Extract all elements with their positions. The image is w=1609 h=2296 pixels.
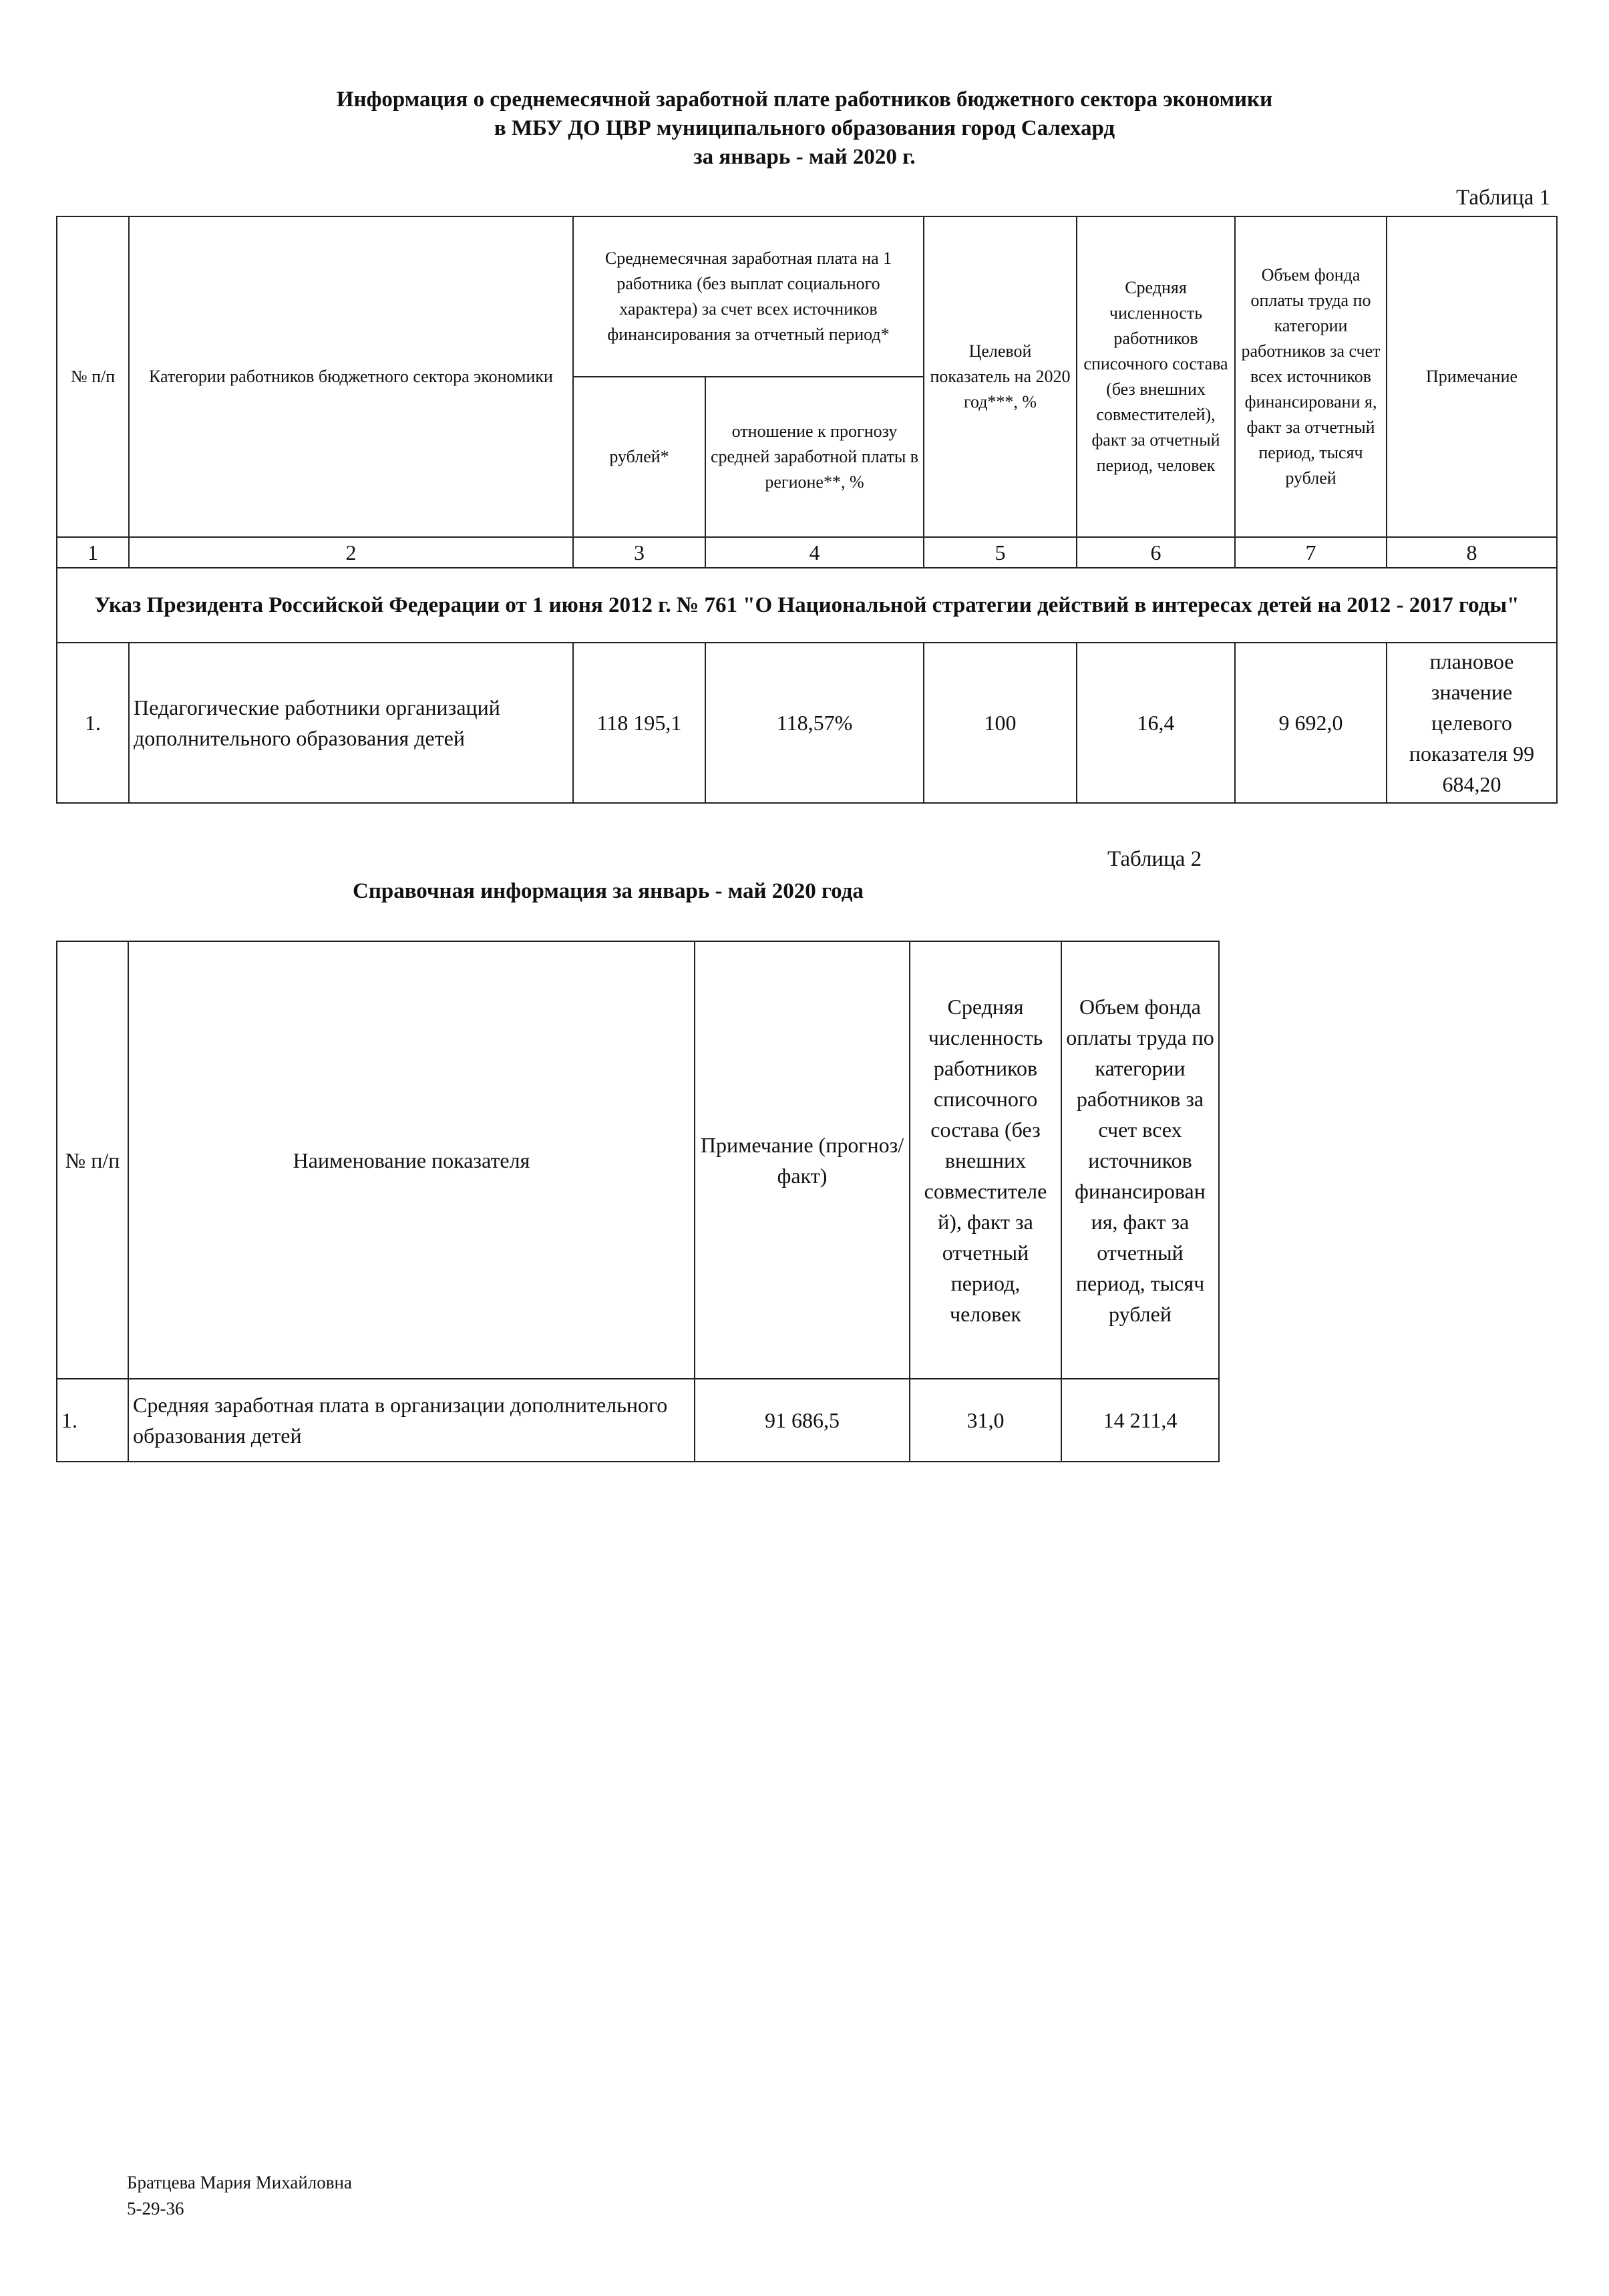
table1-label: Таблица 1	[1456, 186, 1551, 210]
t2-row-fund: 14 211,4	[1061, 1379, 1219, 1462]
footer-phone: 5-29-36	[127, 2198, 184, 2219]
t1-row-headcount: 16,4	[1077, 643, 1235, 803]
t1-colnum: 7	[1235, 537, 1387, 568]
footer-name: Братцева Мария Михайловна	[127, 2172, 352, 2192]
t1-header-target: Целевой показатель на 2020 год***, %	[924, 216, 1077, 537]
t1-row-fund: 9 692,0	[1235, 643, 1387, 803]
t1-row-target: 100	[924, 643, 1077, 803]
title-line-2: в МБУ ДО ЦВР муниципального образования город Салехард	[494, 116, 1115, 140]
footer	[127, 2170, 352, 2222]
t1-row-num: 1.	[57, 643, 129, 803]
t1-colnum: 5	[924, 537, 1077, 568]
table2	[56, 941, 1220, 1462]
t1-colnum: 3	[573, 537, 705, 568]
table-row	[57, 643, 1557, 803]
t1-header-headcount: Средняя численность работников списочного состава (без внешних совместителей), факт за отчетный период, человек	[1077, 216, 1235, 537]
document-title	[0, 86, 1609, 172]
t2-header-fund: Объем фонда оплаты труда по категории работников за счет всех источников финансирован ия, факт за отчетный период, тысяч рублей	[1061, 941, 1219, 1379]
t2-header-num: № п/п	[57, 941, 128, 1379]
t2-header-headcount: Средняя численность работников списочного состава (без внешних совместителе й), факт за отчетный период, человек	[910, 941, 1061, 1379]
t2-header-note: Примечание (прогноз/факт)	[695, 941, 910, 1379]
t1-header-fund: Объем фонда оплаты труда по категории работников за счет всех источников финансировани я, факт за отчетный период, тысяч рублей	[1235, 216, 1387, 537]
table2-title: Справочная информация за январь - май 2020 года	[353, 879, 864, 903]
table-row	[57, 1379, 1219, 1462]
t1-header-num: № п/п	[57, 216, 129, 537]
t2-header-name: Наименование показателя	[128, 941, 695, 1379]
t1-row-rubles: 118 195,1	[573, 643, 705, 803]
t1-row-note: плановое значение целевого показателя 99 684,20	[1387, 643, 1557, 803]
t1-row-ratio: 118,57%	[705, 643, 924, 803]
table2-label: Таблица 2	[1107, 847, 1202, 871]
t2-row-num: 1.	[57, 1379, 128, 1462]
t1-colnum: 8	[1387, 537, 1557, 568]
t1-colnum: 6	[1077, 537, 1235, 568]
title-line-1: Информация о среднемесячной заработной плате работников бюджетного сектора экономики	[336, 88, 1273, 112]
t1-colnum: 2	[129, 537, 573, 568]
t2-row-headcount: 31,0	[910, 1379, 1061, 1462]
t1-row-category: Педагогические работники организаций дополнительного образования детей	[129, 643, 573, 803]
title-line-3: за январь - май 2020 г.	[693, 145, 916, 169]
t2-row-note: 91 686,5	[695, 1379, 910, 1462]
t2-row-name: Средняя заработная плата в организации дополнительного образования детей	[128, 1379, 695, 1462]
t1-header-rubles: рублей*	[573, 377, 705, 537]
t1-header-avg-salary: Среднемесячная заработная плата на 1 работника (без выплат социального характера) за счет всех источников финансирования за отчетный период*	[573, 216, 924, 377]
table1	[56, 216, 1558, 804]
t1-header-category: Категории работников бюджетного сектора экономики	[129, 216, 573, 537]
t1-colnum: 1	[57, 537, 129, 568]
t1-header-note: Примечание	[1387, 216, 1557, 537]
t1-header-ratio: отношение к прогнозу средней заработной платы в регионе**, %	[705, 377, 924, 537]
t1-decree-row: Указ Президента Российской Федерации от 1 июня 2012 г. № 761 "О Национальной стратегии действий в интересах детей на 2012 - 2017 годы"	[57, 568, 1557, 643]
t1-colnum: 4	[705, 537, 924, 568]
